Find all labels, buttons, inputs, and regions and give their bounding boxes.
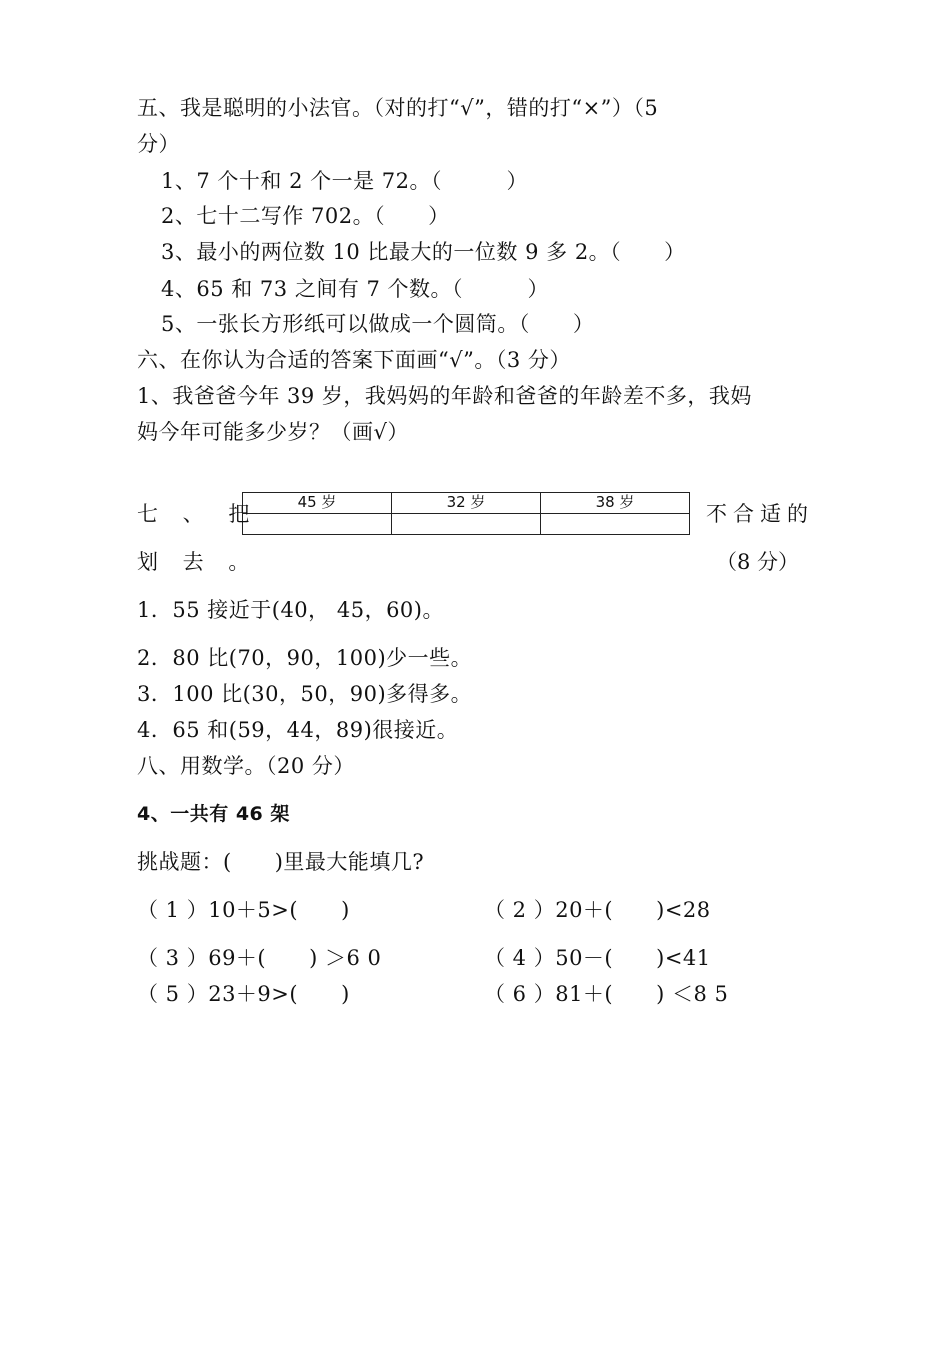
- challenge-item-2: （ 2 ）20＋( )<28: [484, 898, 711, 922]
- section7-item-3: 3．100 比(30，50，90)多得多。: [137, 682, 473, 706]
- section6-question-cont: 妈今年可能多少岁？（画√）: [137, 420, 409, 444]
- section8-heading: 八、用数学。（20 分）: [137, 754, 355, 778]
- section5-item-2: 2、七十二写作 702。（ ）: [161, 204, 450, 228]
- section7-item-2: 2．80 比(70，90，100)少一些。: [137, 646, 473, 670]
- challenge-item-1: （ 1 ）10＋5>( ): [137, 898, 350, 922]
- section7-heading-right: 不合适的: [706, 502, 814, 526]
- section5-item-3: 3、最小的两位数 10 比最大的一位数 9 多 2。（ ）: [161, 240, 686, 264]
- section7-item-4: 4．65 和(59，44，89)很接近。: [137, 718, 459, 742]
- age-option-32: 32 岁: [392, 493, 541, 514]
- answer-cell-38[interactable]: [541, 514, 690, 535]
- answer-cell-45[interactable]: [243, 514, 392, 535]
- section5-item-4: 4、65 和 73 之间有 7 个数。（ ）: [161, 277, 550, 301]
- age-choice-table: [242, 492, 690, 535]
- section5-item-5: 5、一张长方形纸可以做成一个圆筒。（ ）: [161, 312, 595, 336]
- section5-item-1: 1、7 个十和 2 个一是 72。（ ）: [161, 169, 529, 193]
- challenge-heading: 挑战题：( )里最大能填几?: [137, 850, 425, 874]
- section6-heading: 六、在你认为合适的答案下面画“√”。（3 分）: [137, 348, 571, 372]
- age-option-38: 38 岁: [541, 493, 690, 514]
- challenge-item-3: （ 3 ）69＋( ) ＞6 0: [137, 946, 382, 970]
- section6-question: 1、我爸爸今年 39 岁，我妈妈的年龄和爸爸的年龄差不多，我妈: [137, 384, 752, 408]
- challenge-item-5: （ 5 ）23＋9>( ): [137, 982, 350, 1006]
- section5-heading: 五、我是聪明的小法官。（对的打“√”，错的打“×”）（5: [137, 96, 659, 120]
- section7-score: （8 分）: [716, 550, 800, 574]
- section5-heading-cont: 分）: [137, 132, 180, 156]
- section7-heading-left-cont: 划 去 。: [137, 550, 259, 574]
- age-option-45: 45 岁: [243, 493, 392, 514]
- challenge-item-6: （ 6 ）81＋( ) ＜8 5: [484, 982, 729, 1006]
- section7-heading-left: 七 、 把: [137, 502, 259, 526]
- section7-item-1: 1．55 接近于(40， 45，60)。: [137, 598, 444, 622]
- challenge-item-4: （ 4 ）50－( )<41: [484, 946, 711, 970]
- section8-note: 4、一共有 46 架: [137, 803, 290, 825]
- answer-cell-32[interactable]: [392, 514, 541, 535]
